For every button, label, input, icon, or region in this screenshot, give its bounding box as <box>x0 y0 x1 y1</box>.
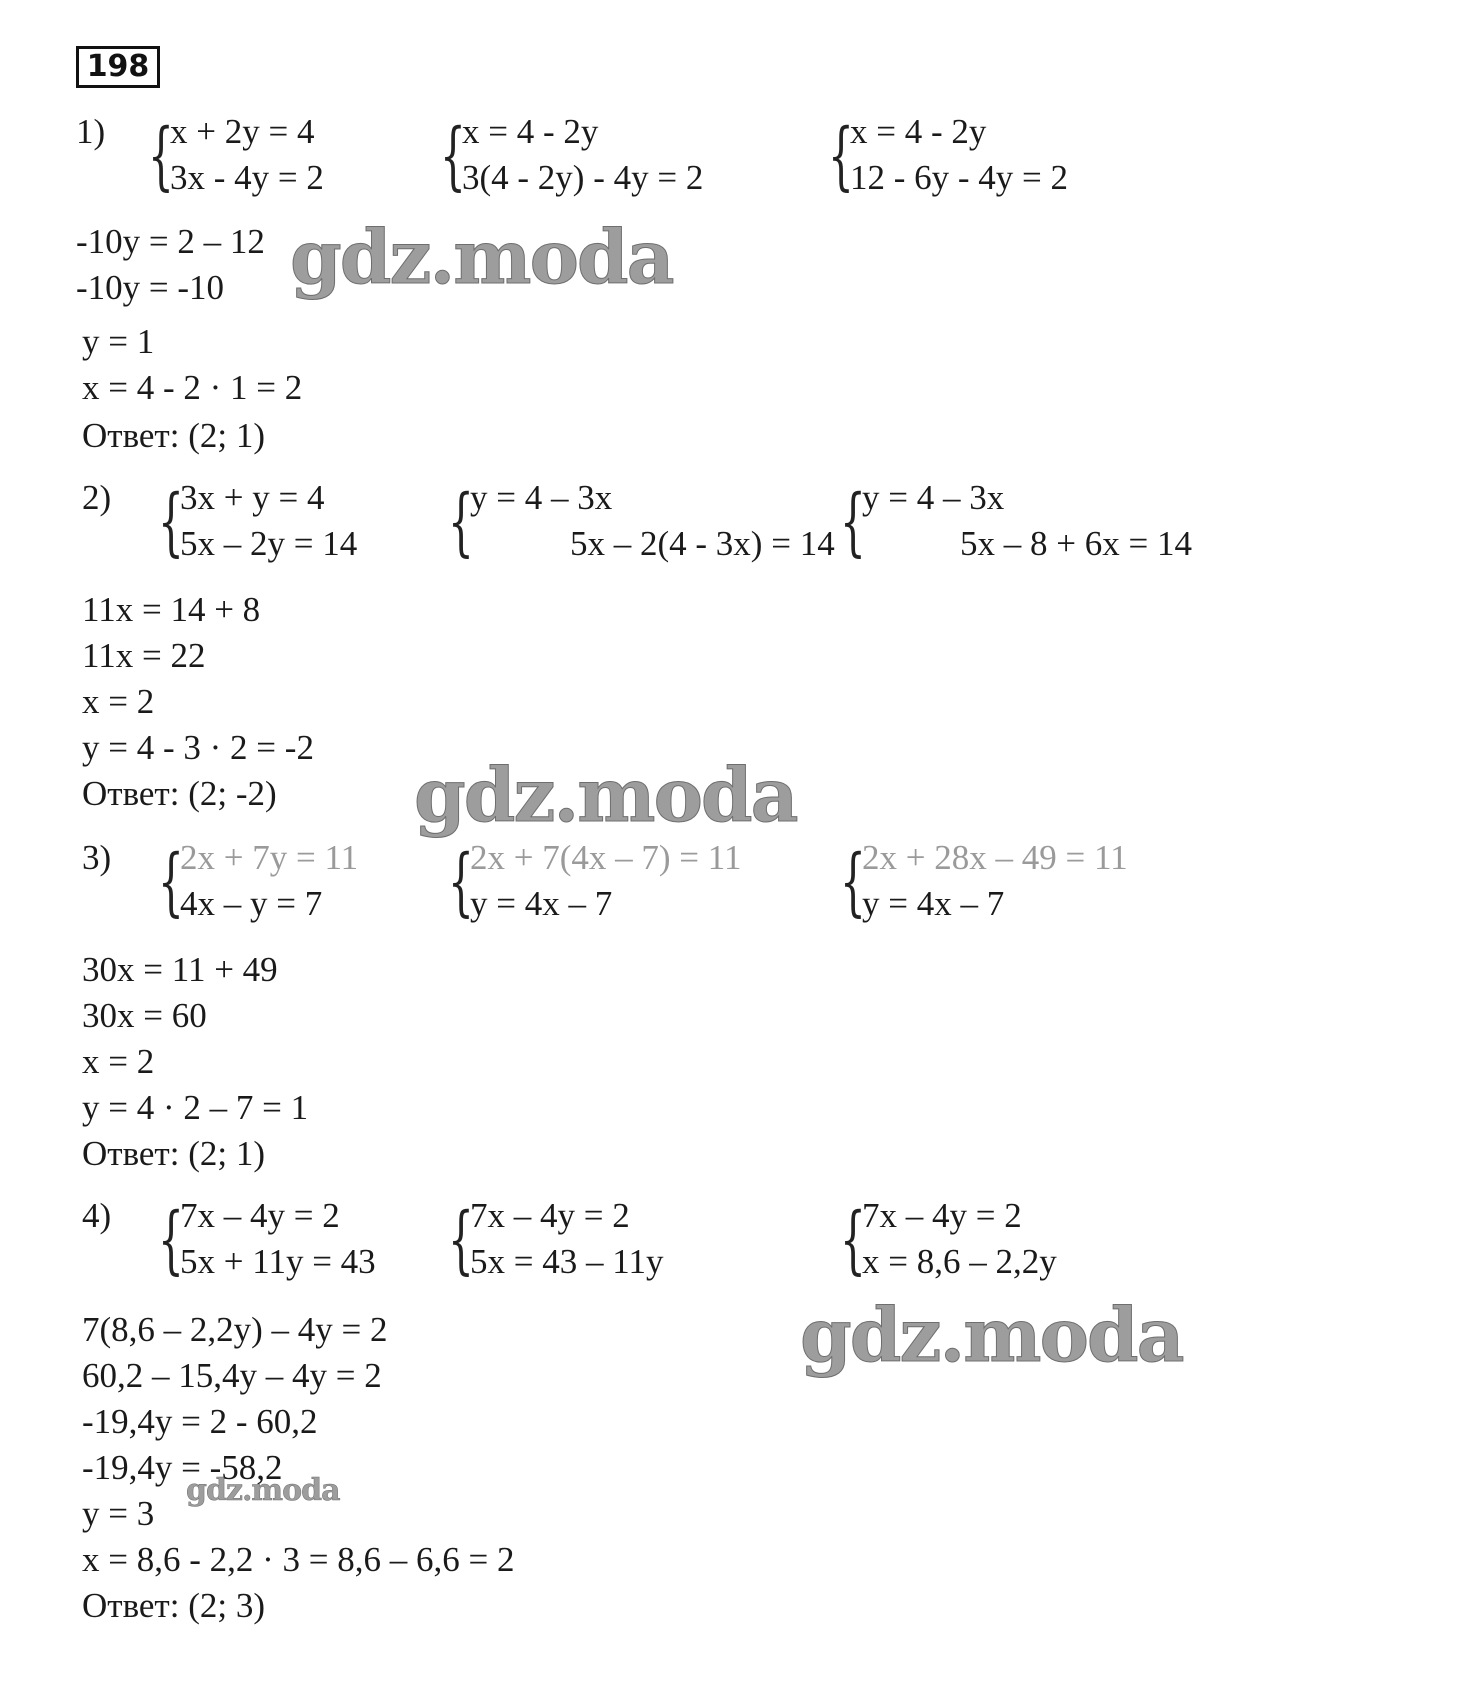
equation: 5x – 8 + 6x = 14 <box>960 524 1192 563</box>
equation: 3x + y = 4 <box>180 478 325 517</box>
equation: 7x – 4y = 2 <box>470 1196 630 1235</box>
brace-icon: { <box>440 113 466 199</box>
watermark: gdz.moda <box>290 215 673 301</box>
equation: 4x – y = 7 <box>180 884 323 923</box>
solution-step: x = 8,6 - 2,2 · 3 = 8,6 – 6,6 = 2 <box>82 1540 515 1579</box>
equation: 2x + 28x – 49 = 11 <box>862 838 1128 877</box>
equation: x = 4 - 2y <box>850 112 987 151</box>
solution-step: -19,4y = -58,2 <box>82 1448 283 1487</box>
solution-step: y = 4 - 3 · 2 = -2 <box>82 728 314 767</box>
brace-icon: { <box>148 113 174 199</box>
equation: y = 4x – 7 <box>470 884 613 923</box>
watermark: gdz.moda <box>186 1473 340 1508</box>
equation: 5x = 43 – 11y <box>470 1242 664 1281</box>
solution-step: y = 1 <box>82 322 155 361</box>
equation: 5x – 2y = 14 <box>180 524 358 563</box>
solution-step: x = 4 - 2 · 1 = 2 <box>82 368 303 407</box>
part-label: 1) <box>76 112 106 151</box>
equation: 7x – 4y = 2 <box>180 1196 340 1235</box>
part-label: 3) <box>82 838 112 877</box>
equation: y = 4 – 3x <box>862 478 1005 517</box>
answer: Ответ: (2; 1) <box>82 416 265 455</box>
equation: x = 8,6 – 2,2y <box>862 1242 1057 1281</box>
equation: 3(4 - 2y) - 4y = 2 <box>462 158 704 197</box>
brace-icon: { <box>840 1197 866 1283</box>
brace-icon: { <box>448 479 474 565</box>
equation: y = 4x – 7 <box>862 884 1005 923</box>
brace-icon: { <box>158 479 184 565</box>
brace-icon: { <box>840 839 866 925</box>
brace-icon: { <box>158 1197 184 1283</box>
solution-step: 11x = 14 + 8 <box>82 590 261 629</box>
part-label: 2) <box>82 478 112 517</box>
solution-step: y = 4 · 2 – 7 = 1 <box>82 1088 309 1127</box>
equation: 12 - 6y - 4y = 2 <box>850 158 1069 197</box>
solution-step: x = 2 <box>82 682 155 721</box>
brace-icon: { <box>158 839 184 925</box>
solution-step: y = 3 <box>82 1494 155 1533</box>
brace-icon: { <box>448 839 474 925</box>
brace-icon: { <box>828 113 854 199</box>
solution-step: 11x = 22 <box>82 636 206 675</box>
equation: 2x + 7(4x – 7) = 11 <box>470 838 742 877</box>
brace-icon: { <box>840 479 866 565</box>
equation: y = 4 – 3x <box>470 478 613 517</box>
problem-number: 198 <box>76 46 160 88</box>
solution-step: 30x = 60 <box>82 996 207 1035</box>
equation: 2x + 7y = 11 <box>180 838 359 877</box>
solution-step: 60,2 – 15,4y – 4y = 2 <box>82 1356 382 1395</box>
solution-step: -10y = -10 <box>76 268 225 307</box>
answer: Ответ: (2; 1) <box>82 1134 265 1173</box>
solution-step: 30x = 11 + 49 <box>82 950 278 989</box>
equation: 3x - 4y = 2 <box>170 158 324 197</box>
solution-step: 7(8,6 – 2,2y) – 4y = 2 <box>82 1310 388 1349</box>
answer: Ответ: (2; -2) <box>82 774 277 813</box>
watermark: gdz.moda <box>414 753 797 839</box>
equation: 7x – 4y = 2 <box>862 1196 1022 1235</box>
equation: x + 2y = 4 <box>170 112 315 151</box>
watermark: gdz.moda <box>800 1293 1183 1379</box>
solution-step: -10y = 2 – 12 <box>76 222 265 261</box>
equation: 5x + 11y = 43 <box>180 1242 376 1281</box>
equation: 5x – 2(4 - 3x) = 14 <box>570 524 835 563</box>
equation: x = 4 - 2y <box>462 112 599 151</box>
solution-step: x = 2 <box>82 1042 155 1081</box>
answer: Ответ: (2; 3) <box>82 1586 265 1625</box>
part-label: 4) <box>82 1196 112 1235</box>
solution-step: -19,4y = 2 - 60,2 <box>82 1402 318 1441</box>
brace-icon: { <box>448 1197 474 1283</box>
